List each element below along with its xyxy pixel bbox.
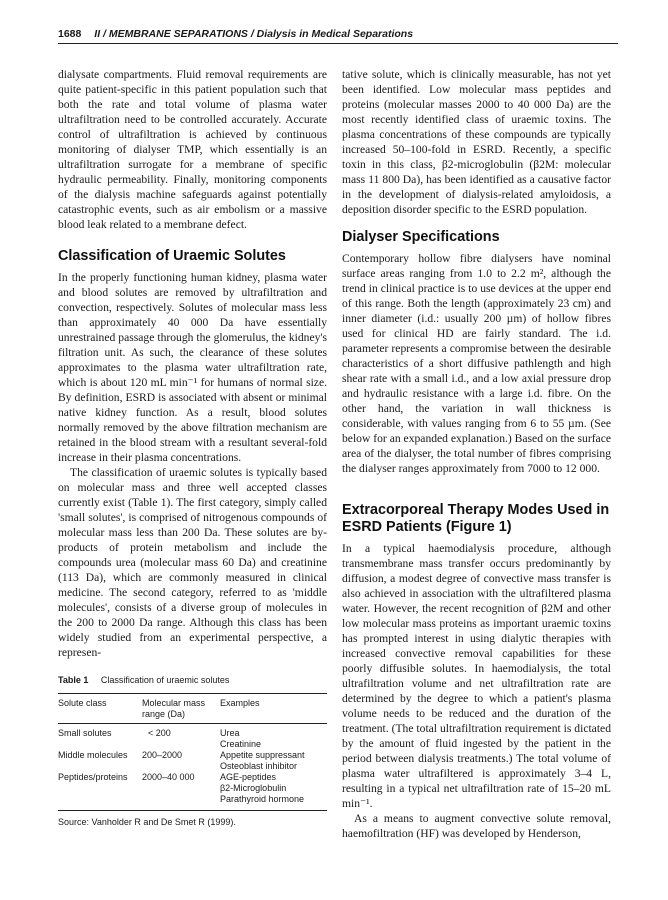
table-cell-class: Peptides/proteins <box>58 772 128 782</box>
table-row <box>58 772 327 805</box>
table-header-mass-range: Molecular mass range (Da) <box>142 698 206 719</box>
table-header-examples: Examples <box>220 698 260 708</box>
table-example: Osteoblast inhibitor <box>220 761 298 771</box>
page-number: 1688 <box>58 28 82 40</box>
table-cell-examples <box>220 750 327 772</box>
table-body <box>58 724 327 810</box>
table-label: Table 1 <box>58 675 89 685</box>
table-cell-examples <box>220 772 327 805</box>
table-row <box>58 728 327 750</box>
table-caption <box>58 675 327 686</box>
table-example: β2-Microglobulin <box>220 783 287 793</box>
intro-paragraph: dialysate compartments. Fluid removal requirements are quite patient-specific in this patient population such that both the rate and total volume of plasma water ultrafiltration need to be controlled accurately. Accurate control of ultrafiltration is achieved by continuous monitoring of dialyser TMP, which essentially is an ultrafiltration surrogate for a membrane of specific hydraulic permeability. Finally, monitoring components of the dialysis machine safeguards against potentially catastrophic events, such as air embolism or a massive blood leak related to a membrane defect. <box>58 68 327 231</box>
table-cell-class: Middle molecules <box>58 750 128 760</box>
paragraph-haemodialysis: In a typical haemodialysis procedure, although transmembrane mass transfer occurs predominantly by diffusion, a modest degree of convective mass transfer is also achieved in association with the ultrafiltered plasma water. However, the recent recognition of β2M and other low molecular mass proteins as important uraemic toxins has prompted interest in using dialytic therapies with increased convective removal capabilities for these poorly diffusible solutes. In haemodialysis, the total ultrafiltration volume and net ultrafiltration rate are determined by the degree to which a patient's plasma volume needs to be reduced and the duration of the treatment. (The total ultrafiltration requirement is dictated by the amount of fluid ingested by the patient in the period between dialysis treatments.) The total volume of plasma water ultrafiltered is approximately 3–4 L, resulting in a typical net ultrafiltration rate of 15–20 mL min⁻¹. <box>342 542 611 810</box>
table-source: Source: Vanholder R and De Smet R (1999). <box>58 817 236 827</box>
table-example: Creatinine <box>220 739 262 749</box>
table-row <box>58 750 327 772</box>
running-header <box>58 28 618 44</box>
table-example: Parathyroid hormone <box>220 794 305 804</box>
paragraph-haemofiltration: As a means to augment convective solute removal, haemofiltration (HF) was developed by Henderson, <box>342 812 611 840</box>
table-cell-class: Small solutes <box>58 728 112 738</box>
paragraph-classification: The classification of uraemic solutes is typically based on molecular mass and three well accepted classes currently exist (Table 1). The first category, simply called 'small solutes', is comprised of nitrogenous compounds of molecular mass less than 200 Da. These solutes are by-products of protein metabolism and include the compounds urea (molecular mass 60 Da) and creatinine (113 Da), which are commonly measured in clinical medicine. The second category, referred to as 'middle molecules', consists of a diverse group of molecules in the 200 to 2000 Da range. Although this class has been widely studied from an experimental perspective, a represen- <box>58 466 327 659</box>
paragraph-dialyser: Contemporary hollow fibre dialysers have nominal surface areas ranging from 1.0 to 2.2 m², although the trend in clinical practice is to use devices at the upper end of this range. Both the length (approximately 23 cm) and inner diameter (i.d.: usually 200 µm) of hollow fibres used for clinical HD are fairly standard. The i.d. parameter represents a compromise between the desirable characteristics of a short diffusive pathlength and high shear rate with a small i.d., and a low axial pressure drop and hydraulic resistance with a large i.d. fibre. On the other hand, the variation in wall thickness is considerable, with values ranging from 6 to 55 µm. (See below for an expanded explanation.) Based on the surface area of the dialyser, the total number of fibres comprising the dialyser ranges approximately from 7000 to 12 000. <box>342 252 611 475</box>
table-header-solute-class: Solute class <box>58 698 107 708</box>
section-title: II / MEMBRANE SEPARATIONS / Dialysis in Medical Separations <box>94 28 414 40</box>
left-column <box>58 67 327 660</box>
table-cell-range: 200–2000 <box>142 750 183 760</box>
table-example: Urea <box>220 728 240 738</box>
heading-classification: Classification of Uraemic Solutes <box>58 248 286 264</box>
heading-dialyser-specifications: Dialyser Specifications <box>342 229 500 245</box>
table-example: AGE-peptides <box>220 772 277 782</box>
table-1 <box>58 675 327 828</box>
table-cell-range: < 200 <box>148 728 171 738</box>
paragraph-toxins: tative solute, which is clinically measurable, has not yet been identified. Low molecular mass peptides and proteins (molecular masses 2000 to 40 000 Da) are the most recently identified class of uraemic toxins. The plasma concentrations of these compounds are typically increased 50–100-fold in ESRD. Recently, a specific toxin in this class, β2-microglobulin (β2M: molecular mass 11 800 Da), has been identified as a causative factor in the development of dialysis-related amyloidosis, a deposition disorder specific to the ESRD population. <box>342 68 611 216</box>
table-caption-text: Classification of uraemic solutes <box>100 675 230 685</box>
table-cell-examples <box>220 728 327 750</box>
table-header-row <box>58 694 327 723</box>
table-example: Appetite suppressant <box>220 750 305 760</box>
right-column <box>342 67 611 841</box>
table-cell-range: 2000–40 000 <box>142 772 195 782</box>
paragraph-kidney: In the properly functioning human kidney, plasma water and blood solutes are removed by ultrafiltration and convection, respectively. Solutes of molecular mass less than approximately 40 000 Da have essentially unrestrained passage through the glomerulus, the kidney's filtration unit. As such, the clearance of these solutes approximates to the plasma water ultrafiltration rate, which is about 120 mL min⁻¹ for humans of normal size. By definition, ESRD is associated with absent or minimal native kidney function. As a result, blood solutes normally removed by the above filtration mechanism are retained in the blood stream with a resultant several-fold increase in their plasma concentrations. <box>58 271 327 464</box>
heading-therapy-modes: Extracorporeal Therapy Modes Used in ESRD Patients (Figure 1) <box>342 502 610 535</box>
